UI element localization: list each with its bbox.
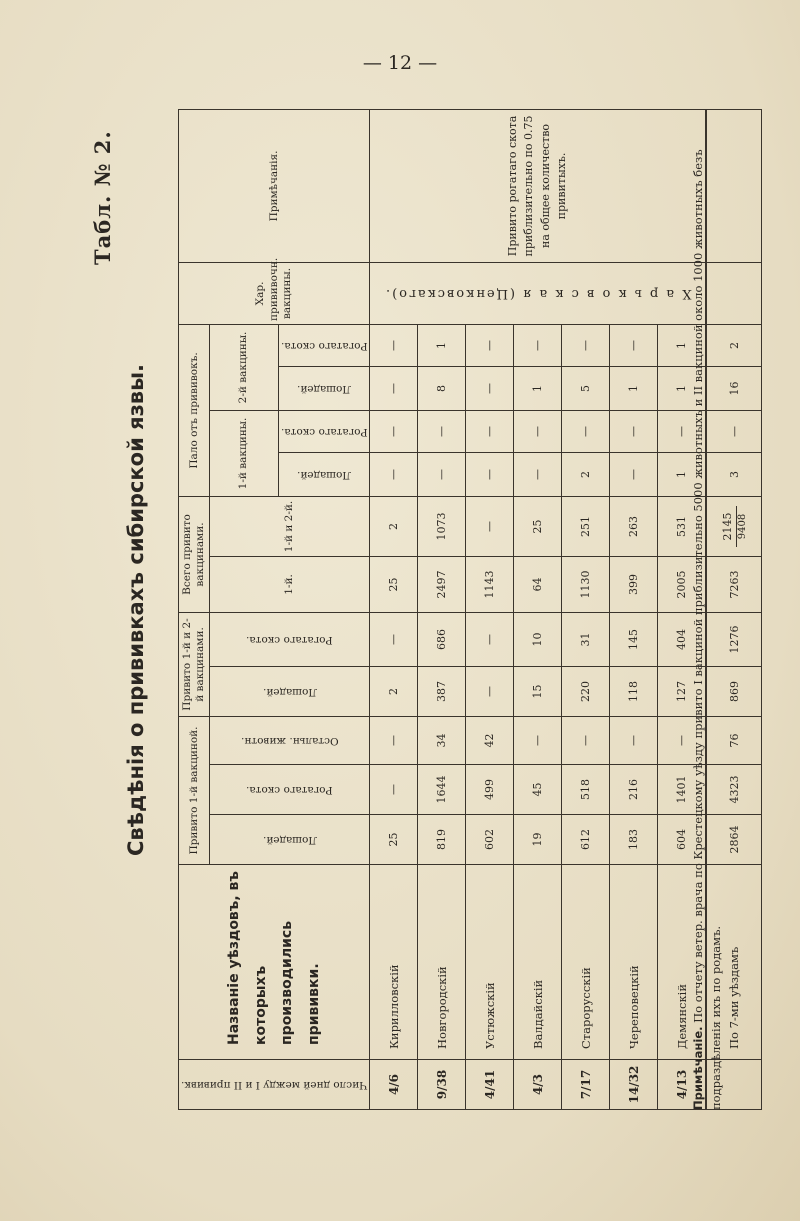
died-v2-header: 2-й вакцины. xyxy=(210,324,278,410)
district-cell: Череповецкій xyxy=(610,865,658,1060)
total-label-cell: По 7-ми уѣздамъ xyxy=(706,865,762,1060)
both-cattle-cell: 10 xyxy=(514,612,562,666)
died-group-header: Пало отъ прививокъ. xyxy=(179,324,210,496)
both-cattle-cell: 686 xyxy=(418,612,466,666)
died-v1-cattle-header: Рогатаго скота. xyxy=(278,410,370,452)
died1-cattle-cell: — xyxy=(610,410,658,452)
total-total12-value: 2145 xyxy=(720,512,734,541)
vacc1-cattle-header: Рогатаго скота. xyxy=(210,765,370,815)
total1-cell: 2497 xyxy=(418,556,466,612)
total1-cell: 25 xyxy=(370,556,418,612)
total-v1-cattle-cell: 4323 xyxy=(706,765,762,815)
v1-other-cell: — xyxy=(610,716,658,764)
total12-cell: 25 xyxy=(514,496,562,556)
both-horses-cell: 15 xyxy=(514,666,562,716)
both-cattle-cell: 404 xyxy=(658,612,706,666)
died1-horses-cell: — xyxy=(466,452,514,496)
total12-cell: 1073 xyxy=(418,496,466,556)
both-cattle-cell: — xyxy=(466,612,514,666)
died1-cattle-cell: — xyxy=(658,410,706,452)
rotated-table-page xyxy=(90,110,750,1110)
both-cattle-header: Рогатаго скота. xyxy=(210,612,370,666)
died1-horses-cell: — xyxy=(610,452,658,496)
died2-cattle-cell: 1 xyxy=(658,324,706,366)
interval-cell: 4/3 xyxy=(514,1060,562,1110)
died2-cattle-cell: — xyxy=(514,324,562,366)
died1-cattle-cell: — xyxy=(370,410,418,452)
died2-horses-cell: — xyxy=(466,366,514,410)
table-label: Табл. № 2. xyxy=(90,130,115,265)
died1-horses-cell: — xyxy=(370,452,418,496)
died2-horses-cell: 1 xyxy=(610,366,658,410)
v1-other-cell: — xyxy=(562,716,610,764)
vacc1-group-header: Привито 1-й вакциной. xyxy=(179,716,210,864)
both-horses-cell: 387 xyxy=(418,666,466,716)
total1-cell: 1143 xyxy=(466,556,514,612)
died1-horses-cell: — xyxy=(418,452,466,496)
interval-cell: 4/13 xyxy=(658,1060,706,1110)
died2-cattle-cell: 1 xyxy=(418,324,466,366)
died1-horses-cell: — xyxy=(514,452,562,496)
vaccine-origin-header: Хар. прививочн. вакцины. xyxy=(179,262,370,324)
v1-other-cell: 42 xyxy=(466,716,514,764)
vaccine-origin-cell: Х а р ь к о в с к а я (Ценковскаго). xyxy=(370,262,706,324)
grand-total-value: 9408 xyxy=(736,506,748,547)
died1-cattle-cell: — xyxy=(466,410,514,452)
total12-cell: — xyxy=(466,496,514,556)
remarks-header: Примѣчанія. xyxy=(179,109,370,262)
both-horses-cell: 127 xyxy=(658,666,706,716)
interval-cell: 9/38 xyxy=(418,1060,466,1110)
both-horses-cell: 2 xyxy=(370,666,418,716)
district-cell: Валдайскій xyxy=(514,865,562,1060)
page-number: — 12 — xyxy=(362,52,438,74)
v1-cattle-cell: 216 xyxy=(610,765,658,815)
district-cell: Новгородскій xyxy=(418,865,466,1060)
interval-cell: 4/41 xyxy=(466,1060,514,1110)
v1-cattle-cell: 1401 xyxy=(658,765,706,815)
died1-cattle-cell: — xyxy=(418,410,466,452)
total-v1-other-cell: 76 xyxy=(706,716,762,764)
both-horses-cell: 220 xyxy=(562,666,610,716)
both-horses-cell: — xyxy=(466,666,514,716)
died2-horses-cell: 1 xyxy=(514,366,562,410)
died2-horses-cell: 5 xyxy=(562,366,610,410)
total12-cell: 531 xyxy=(658,496,706,556)
total-died1-cattle-cell: — xyxy=(706,410,762,452)
both-group-header: Привито 1-й и 2-й вакцинами. xyxy=(179,612,210,716)
total1-cell: 1130 xyxy=(562,556,610,612)
district-cell: Старорусскій xyxy=(562,865,610,1060)
table-row xyxy=(370,109,418,1109)
died1-cattle-cell: — xyxy=(562,410,610,452)
died1-cattle-cell: — xyxy=(514,410,562,452)
total-both-horses-cell: 869 xyxy=(706,666,762,716)
total-group-header: Всего привито вакцинами. xyxy=(179,496,210,612)
died2-horses-cell: 8 xyxy=(418,366,466,410)
v1-horses-cell: 612 xyxy=(562,815,610,865)
district-cell: Демянскій xyxy=(658,865,706,1060)
total-died2-cattle-cell: 2 xyxy=(706,324,762,366)
interval-cell: 4/6 xyxy=(370,1060,418,1110)
both-horses-cell: 118 xyxy=(610,666,658,716)
total-both-cattle-cell: 1276 xyxy=(706,612,762,666)
total-v1-horses-cell: 2864 xyxy=(706,815,762,865)
total-total1-cell: 7263 xyxy=(706,556,762,612)
footnote-label: Примѣчаніе. xyxy=(691,1026,705,1110)
total-12-header: 1-й и 2-й. xyxy=(210,496,370,556)
total1-cell: 2005 xyxy=(658,556,706,612)
both-cattle-cell: 145 xyxy=(610,612,658,666)
interval-header: Число дней между I и II прививк. xyxy=(179,1060,370,1110)
both-cattle-cell: 31 xyxy=(562,612,610,666)
vacc1-horses-header: Лошадей. xyxy=(210,815,370,865)
died2-cattle-cell: — xyxy=(610,324,658,366)
died2-horses-cell: — xyxy=(370,366,418,410)
v1-cattle-cell: 1644 xyxy=(418,765,466,815)
v1-other-cell: — xyxy=(370,716,418,764)
died1-horses-cell: 1 xyxy=(658,452,706,496)
died2-cattle-cell: — xyxy=(562,324,610,366)
v1-horses-cell: 25 xyxy=(370,815,418,865)
died1-horses-cell: 2 xyxy=(562,452,610,496)
v1-horses-cell: 604 xyxy=(658,815,706,865)
v1-cattle-cell: — xyxy=(370,765,418,815)
died2-horses-cell: 1 xyxy=(658,366,706,410)
vacc1-other-header: Остальн. животн. xyxy=(210,716,370,764)
total-died2-horses-cell: 16 xyxy=(706,366,762,410)
died2-cattle-cell: — xyxy=(370,324,418,366)
table-title: Свѣдѣнія о прививкахъ сибирской язвы. xyxy=(124,363,148,857)
v1-other-cell: — xyxy=(514,716,562,764)
footnote-text: По отчету ветер. врача по Крестецкому уѣзду привито I вакциной приблизительно 5000 животныхъ и II вакциной около 1000 животныхъ безъ подраздѣленія ихъ по родамъ. xyxy=(691,149,723,1110)
died2-cattle-cell: — xyxy=(466,324,514,366)
total1-cell: 64 xyxy=(514,556,562,612)
died-v1-header: 1-й вакцины. xyxy=(210,410,278,496)
v1-cattle-cell: 45 xyxy=(514,765,562,815)
v1-other-cell: 34 xyxy=(418,716,466,764)
total12-cell: 2 xyxy=(370,496,418,556)
district-cell: Устюжскій xyxy=(466,865,514,1060)
total-1-header: 1-й. xyxy=(210,556,370,612)
remarks-cell: Привито рогатаго скота приблизительно по 0.75 на общее количество привитыхъ. xyxy=(370,109,706,262)
vaccination-table xyxy=(178,109,762,1110)
total12-cell: 263 xyxy=(610,496,658,556)
died-v2-horses-header: Лошадей. xyxy=(278,366,370,410)
died-v1-horses-header: Лошадей. xyxy=(278,452,370,496)
total-died1-horses-cell: 3 xyxy=(706,452,762,496)
v1-horses-cell: 19 xyxy=(514,815,562,865)
district-header: Названіе уѣздовъ, въ которыхъ производились прививки. xyxy=(179,865,370,1060)
district-cell: Кирилловскій xyxy=(370,865,418,1060)
interval-cell: 14/32 xyxy=(610,1060,658,1110)
v1-other-cell: — xyxy=(658,716,706,764)
total1-cell: 399 xyxy=(610,556,658,612)
total12-cell: 251 xyxy=(562,496,610,556)
v1-cattle-cell: 518 xyxy=(562,765,610,815)
v1-horses-cell: 819 xyxy=(418,815,466,865)
v1-horses-cell: 183 xyxy=(610,815,658,865)
interval-cell: 7/17 xyxy=(562,1060,610,1110)
footnote xyxy=(690,110,726,1110)
both-horses-header: Лошадей. xyxy=(210,666,370,716)
v1-horses-cell: 602 xyxy=(466,815,514,865)
died-v2-cattle-header: Рогатаго скота. xyxy=(278,324,370,366)
v1-cattle-cell: 499 xyxy=(466,765,514,815)
both-cattle-cell: — xyxy=(370,612,418,666)
